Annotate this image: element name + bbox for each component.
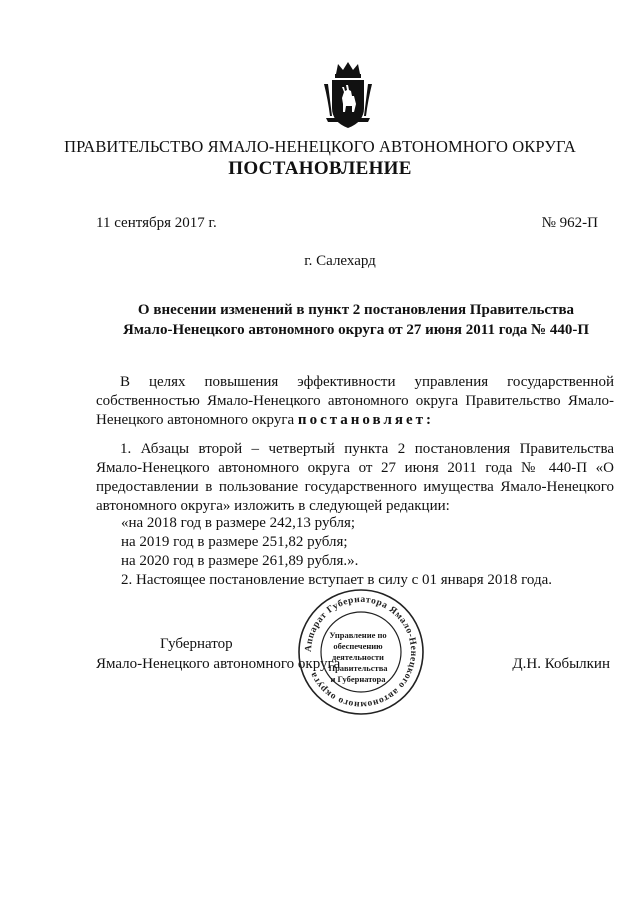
item-2-text: 2. Настоящее постановление вступает в силу с 01 января 2018 года. [121,572,553,588]
seal-center-text [308,630,408,685]
intro-text: В целях повышения эффективности управления государственной собственностью Ямало-Ненецкого автономного округа Правительство Ямало-Ненецкого автономного округа [96,374,614,428]
seal-center-line-2: обеспечению [333,641,383,651]
quote-line-2019: на 2019 год в размере 251,82 рубля; [121,534,348,550]
document-date: 11 сентября 2017 г. [96,215,217,231]
subject-line-1: О внесении изменений в пункт 2 постановления Правительства [137,302,575,318]
document-subject [96,300,616,340]
document-number: № 962-П [541,215,598,231]
seal-center-line-5: и Губернатора [330,674,386,684]
document-type-title: ПОСТАНОВЛЕНИЕ [228,158,412,179]
subject-line-2: Ямало-Ненецкого автономного округа от 27 июня 2011 года № 440-П [122,322,590,338]
seal-ring-text: Аппарат Губернатора Ямало-Ненецкого автономного округа [303,594,419,710]
seal-center-line-3: деятельности [332,652,384,662]
intro-verb: постановляет: [297,412,434,428]
item-1-paragraph [96,440,614,516]
signer-title-line-2: Ямало-Ненецкого автономного округа [96,656,341,672]
quote-line-2020: на 2020 год в размере 261,89 рубля.». [121,553,359,569]
signer-title-line-1: Губернатор [160,636,233,652]
document-city: г. Салехард [304,253,376,269]
coat-of-arms-emblem [318,60,378,134]
government-name: ПРАВИТЕЛЬСТВО ЯМАЛО-НЕНЕЦКОГО АВТОНОМНОГО ОКРУГА [64,137,576,156]
item-1-text: 1. Абзацы второй – четвертый пункта 2 постановления Правительства Ямало-Ненецкого автономного округа от 27 июня 2011 года № 440-П «О предоставлении в пользование государственного имущества Ямало-Ненецкого автономного округа» изложить в следующей редакции: [96,441,614,514]
quote-line-2018: «на 2018 год в размере 242,13 рубля; [121,515,356,531]
signer-name: Д.Н. Кобылкин [512,656,610,672]
seal-center-line-1: Управление по [329,630,387,640]
intro-paragraph [96,373,614,430]
seal-center-line-4: Правительства [328,663,388,673]
